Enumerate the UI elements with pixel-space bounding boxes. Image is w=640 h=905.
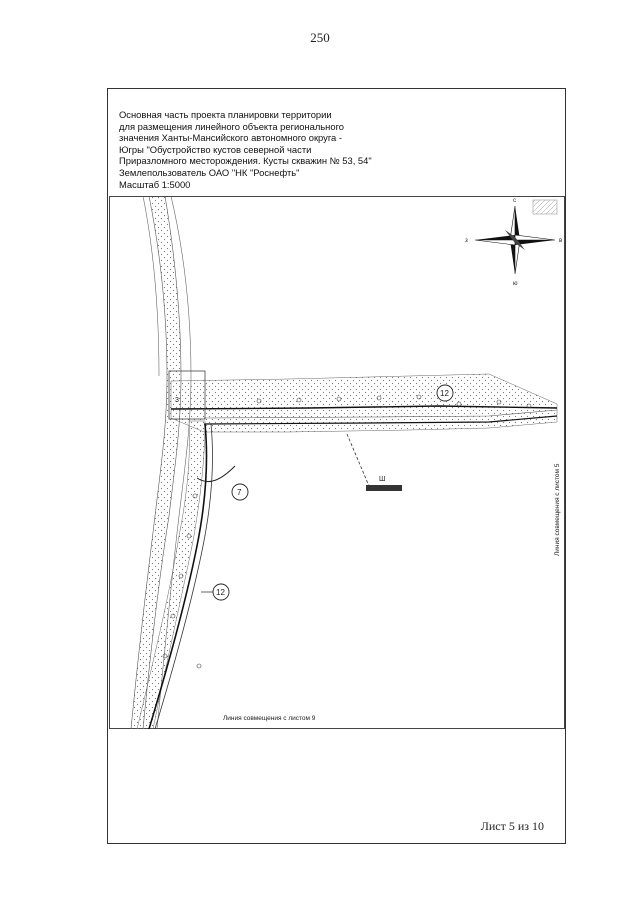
compass-needle-west xyxy=(475,235,515,240)
title-line-4: Югры "Обустройство кустов северной части xyxy=(119,143,312,155)
title-line-scale: Масштаб 1:5000 xyxy=(119,178,191,190)
sheet-number: Лист 5 из 10 xyxy=(480,819,544,833)
compass-needle-east xyxy=(515,240,555,245)
compass-label-east: в xyxy=(559,238,563,244)
title-line-5: Приразломного месторождения. Кусты скважин № 53, 54" xyxy=(119,155,372,167)
match-line-bottom: Линия совмещения с листом 9 xyxy=(223,715,316,722)
marker-7 xyxy=(232,484,248,500)
title-block xyxy=(119,109,419,190)
marker-3 xyxy=(175,397,179,404)
title-line-1: Основная часть проекта планировки территории xyxy=(119,109,332,120)
compass-needle-east-light xyxy=(515,235,555,240)
site-plan-map xyxy=(109,196,565,729)
svg-text:3: 3 xyxy=(175,397,179,404)
compass-label-south: ю xyxy=(513,281,518,287)
survey-points xyxy=(163,395,531,668)
marker-12-bottom xyxy=(201,584,229,600)
title-line-2: для размещения линейного объекта регионального xyxy=(119,120,344,132)
svg-text:12: 12 xyxy=(216,588,225,597)
compass-needle-west-light xyxy=(475,240,515,245)
marker-12-top xyxy=(437,385,453,401)
leader-line xyxy=(347,434,369,486)
legend-box xyxy=(366,485,402,491)
legend-label: Ш xyxy=(379,476,386,483)
compass-label-north: с xyxy=(513,198,516,204)
title-line-land-user: Землепользователь ОАО "НК "Роснефть" xyxy=(119,166,300,178)
title-line-3: значения Ханты-Мансийского автономного округа - xyxy=(119,132,342,144)
hatched-area xyxy=(533,200,557,214)
match-line-right: Линия совмещения с листом 5 xyxy=(554,463,561,556)
svg-text:12: 12 xyxy=(440,389,449,398)
compass-label-west: з xyxy=(465,238,468,244)
page-number: 250 xyxy=(310,30,330,45)
svg-text:7: 7 xyxy=(237,488,242,497)
